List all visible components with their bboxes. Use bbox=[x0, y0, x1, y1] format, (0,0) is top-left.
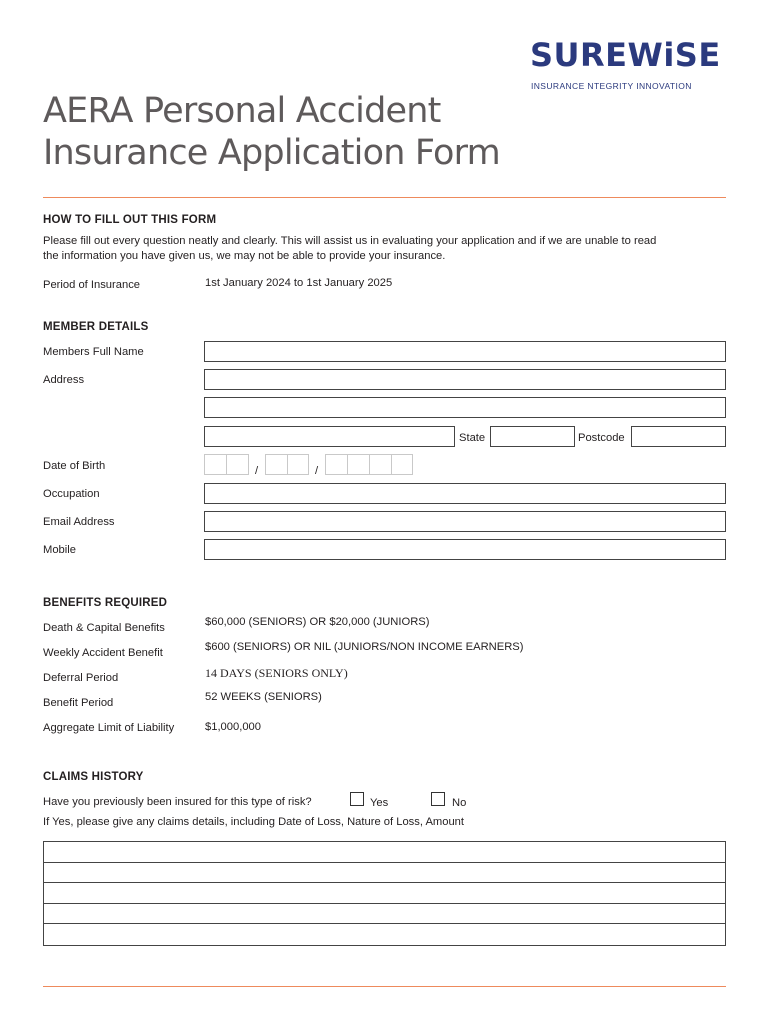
benefit-value: $1,000,000 bbox=[205, 721, 261, 733]
dob-month-field[interactable] bbox=[265, 454, 309, 475]
dob-label: Date of Birth bbox=[43, 460, 106, 472]
dob-year-digit-4[interactable] bbox=[391, 454, 413, 475]
claims-row[interactable] bbox=[44, 842, 725, 863]
dob-year-digit-2[interactable] bbox=[347, 454, 370, 475]
yes-checkbox[interactable] bbox=[350, 792, 364, 806]
how-to-line-2: the information you have given us, we may not be able to provide your insurance. bbox=[43, 250, 446, 262]
dob-separator-1: / bbox=[255, 465, 259, 477]
email-field[interactable] bbox=[204, 511, 726, 532]
address-line-1-field[interactable] bbox=[204, 369, 726, 390]
benefit-value: 14 DAYS (SENIORS ONLY) bbox=[205, 666, 348, 680]
claims-row[interactable] bbox=[44, 924, 725, 945]
form-title-line-1: AERA Personal Accident bbox=[43, 91, 441, 131]
bottom-divider bbox=[43, 986, 726, 987]
postcode-field[interactable] bbox=[631, 426, 726, 447]
no-checkbox[interactable] bbox=[431, 792, 445, 806]
how-to-heading: HOW TO FILL OUT THIS FORM bbox=[43, 214, 217, 226]
yes-label: Yes bbox=[370, 797, 389, 809]
dob-day-digit-2[interactable] bbox=[226, 454, 249, 475]
postcode-label: Postcode bbox=[578, 432, 625, 444]
how-to-line-1: Please fill out every question neatly and clearly. This will assist us in evaluating your application and if we are unable to read bbox=[43, 235, 657, 247]
benefits-heading: BENEFITS REQUIRED bbox=[43, 597, 168, 609]
claims-row[interactable] bbox=[44, 904, 725, 925]
dob-month-digit-1[interactable] bbox=[265, 454, 288, 475]
benefit-label: Weekly Accident Benefit bbox=[43, 647, 163, 659]
dob-separator-2: / bbox=[315, 465, 319, 477]
benefit-value: $600 (SENIORS) OR NIL (JUNIORS/NON INCOME EARNERS) bbox=[205, 641, 524, 653]
mobile-field[interactable] bbox=[204, 539, 726, 560]
dob-day-digit-1[interactable] bbox=[204, 454, 227, 475]
full-name-field[interactable] bbox=[204, 341, 726, 362]
benefit-value: $60,000 (SENIORS) OR $20,000 (JUNIORS) bbox=[205, 616, 430, 628]
dob-year-digit-1[interactable] bbox=[325, 454, 348, 475]
dob-year-field[interactable] bbox=[325, 454, 413, 475]
occupation-label: Occupation bbox=[43, 488, 100, 500]
occupation-field[interactable] bbox=[204, 483, 726, 504]
brand-logo: SUREWiSE bbox=[530, 36, 721, 74]
claims-row[interactable] bbox=[44, 883, 725, 904]
benefit-value: 52 WEEKS (SENIORS) bbox=[205, 691, 322, 703]
benefit-label: Deferral Period bbox=[43, 672, 119, 684]
state-label: State bbox=[459, 432, 486, 444]
form-title bbox=[43, 90, 643, 174]
dob-day-field[interactable] bbox=[204, 454, 249, 475]
benefit-label: Benefit Period bbox=[43, 697, 114, 709]
state-field[interactable] bbox=[490, 426, 575, 447]
address-label: Address bbox=[43, 374, 85, 386]
brand-tagline: INSURANCE NTEGRITY INNOVATION bbox=[531, 81, 692, 91]
full-name-label: Members Full Name bbox=[43, 346, 144, 358]
claims-details-table bbox=[43, 841, 726, 946]
no-label: No bbox=[452, 797, 467, 809]
email-label: Email Address bbox=[43, 516, 115, 528]
address-line-2-field[interactable] bbox=[204, 397, 726, 418]
how-to-instructions bbox=[43, 234, 733, 264]
dob-month-digit-2[interactable] bbox=[287, 454, 309, 475]
mobile-label: Mobile bbox=[43, 544, 76, 556]
benefit-label: Aggregate Limit of Liability bbox=[43, 722, 175, 734]
claims-details-prompt: If Yes, please give any claims details, including Date of Loss, Nature of Loss, Amount bbox=[43, 816, 465, 828]
address-line-3-field[interactable] bbox=[204, 426, 455, 447]
benefit-label: Death & Capital Benefits bbox=[43, 622, 165, 634]
claims-question: Have you previously been insured for this type of risk? bbox=[43, 796, 312, 808]
dob-year-digit-3[interactable] bbox=[369, 454, 392, 475]
top-divider bbox=[43, 197, 726, 198]
member-details-heading: MEMBER DETAILS bbox=[43, 321, 149, 333]
period-value: 1st January 2024 to 1st January 2025 bbox=[205, 277, 393, 289]
claims-heading: CLAIMS HISTORY bbox=[43, 771, 144, 783]
form-title-line-2: Insurance Application Form bbox=[43, 133, 500, 173]
period-label: Period of Insurance bbox=[43, 279, 141, 291]
claims-row[interactable] bbox=[44, 863, 725, 884]
